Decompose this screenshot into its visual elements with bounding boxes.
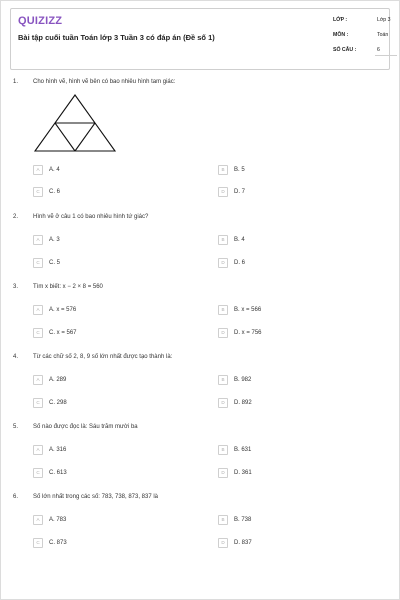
option-d-text: D. 837 — [234, 540, 252, 546]
option-a[interactable] — [33, 235, 60, 245]
option-b-text: B. 631 — [234, 447, 252, 453]
option-b-text: B. 982 — [234, 377, 252, 383]
question-text: Tìm x biết: x − 2 × 8 = 560 — [33, 284, 103, 290]
option-b[interactable] — [218, 375, 251, 385]
option-b-box: B — [218, 305, 228, 315]
quizizz-logo: QUIZIZZ — [18, 15, 63, 27]
question-number: 3. — [13, 284, 19, 290]
meta-count-label: SỐ CÂU : — [333, 47, 357, 53]
option-d-text: D. 6 — [234, 260, 246, 266]
worksheet-header — [10, 8, 390, 70]
option-d-text: D. 7 — [234, 189, 246, 195]
option-a-box: A — [33, 375, 43, 385]
option-c-box: C — [33, 258, 43, 268]
option-a-text: A. 289 — [49, 377, 67, 383]
option-d-text: D. 892 — [234, 400, 252, 406]
option-b-box: B — [218, 165, 228, 175]
option-d-box: D — [218, 538, 228, 548]
option-a-box: A — [33, 305, 43, 315]
option-c[interactable] — [33, 398, 67, 408]
option-b-box: B — [218, 515, 228, 525]
option-b-text: B. 5 — [234, 167, 245, 173]
option-a[interactable] — [33, 305, 76, 315]
option-c-box: C — [33, 328, 43, 338]
option-b[interactable] — [218, 305, 261, 315]
option-c-box: C — [33, 398, 43, 408]
question-text: Hình vẽ ở câu 1 có bao nhiêu hình tứ giác? — [33, 214, 149, 220]
meta-subject-value: Toán — [377, 32, 389, 38]
option-a[interactable] — [33, 165, 60, 175]
meta-count-value: 6 — [377, 47, 380, 53]
question-text: Từ các chữ số 2, 8, 9 số lớn nhất được tạo thành là: — [33, 354, 173, 360]
option-c-text: C. x = 567 — [49, 330, 77, 336]
triangle-figure — [33, 93, 117, 153]
question-text: Số nào được đọc là: Sáu trăm mười ba — [33, 424, 138, 430]
option-a-box: A — [33, 445, 43, 455]
option-b[interactable] — [218, 445, 251, 455]
option-d-text: D. x = 756 — [234, 330, 262, 336]
option-a-box: A — [33, 235, 43, 245]
option-d-box: D — [218, 187, 228, 197]
option-d[interactable] — [218, 328, 262, 338]
option-a[interactable] — [33, 515, 66, 525]
option-b[interactable] — [218, 515, 251, 525]
option-d-box: D — [218, 258, 228, 268]
option-c[interactable] — [33, 258, 60, 268]
option-c-box: C — [33, 538, 43, 548]
option-c[interactable] — [33, 538, 67, 548]
option-d-box: D — [218, 328, 228, 338]
option-d-box: D — [218, 398, 228, 408]
option-a[interactable] — [33, 445, 66, 455]
option-a-text: A. x = 576 — [49, 307, 77, 313]
option-d[interactable] — [218, 538, 252, 548]
option-a-text: A. 783 — [49, 517, 67, 523]
option-c[interactable] — [33, 187, 60, 197]
option-a-text: A. 316 — [49, 447, 67, 453]
option-b-text: B. 4 — [234, 237, 245, 243]
question-number: 6. — [13, 494, 19, 500]
option-d[interactable] — [218, 187, 245, 197]
option-d[interactable] — [218, 468, 252, 478]
option-a-text: A. 4 — [49, 167, 60, 173]
option-c[interactable] — [33, 468, 67, 478]
option-c-text: C. 873 — [49, 540, 67, 546]
option-b-box: B — [218, 445, 228, 455]
meta-count-underline — [375, 55, 397, 56]
option-b[interactable] — [218, 165, 245, 175]
option-b-text: B. 738 — [234, 517, 252, 523]
option-b-text: B. x = 566 — [234, 307, 262, 313]
option-a-text: A. 3 — [49, 237, 60, 243]
question-text: Cho hình vẽ, hình vẽ bên có bao nhiêu hình tam giác: — [33, 79, 176, 85]
option-d[interactable] — [218, 398, 252, 408]
question-number: 2. — [13, 214, 19, 220]
option-b-box: B — [218, 235, 228, 245]
option-c-text: C. 613 — [49, 470, 67, 476]
worksheet-title: Bài tập cuối tuần Toán lớp 3 Tuần 3 có đáp án (Đề số 1) — [18, 33, 215, 42]
question-number: 4. — [13, 354, 19, 360]
option-a-box: A — [33, 165, 43, 175]
option-c-text: C. 5 — [49, 260, 61, 266]
option-b[interactable] — [218, 235, 245, 245]
option-c-text: C. 298 — [49, 400, 67, 406]
meta-subject-label: MÔN : — [333, 32, 349, 38]
question-number: 1. — [13, 79, 19, 85]
option-c-text: C. 6 — [49, 189, 61, 195]
option-d[interactable] — [218, 258, 245, 268]
option-a[interactable] — [33, 375, 66, 385]
meta-grade-label: LỚP : — [333, 17, 348, 23]
question-number: 5. — [13, 424, 19, 430]
option-c-box: C — [33, 468, 43, 478]
option-d-text: D. 361 — [234, 470, 252, 476]
option-c[interactable] — [33, 328, 77, 338]
option-d-box: D — [218, 468, 228, 478]
option-a-box: A — [33, 515, 43, 525]
option-b-box: B — [218, 375, 228, 385]
option-c-box: C — [33, 187, 43, 197]
question-text: Số lớn nhất trong các số: 783, 738, 873, 837 là — [33, 494, 159, 500]
meta-grade-value: Lớp 3 — [377, 17, 391, 23]
